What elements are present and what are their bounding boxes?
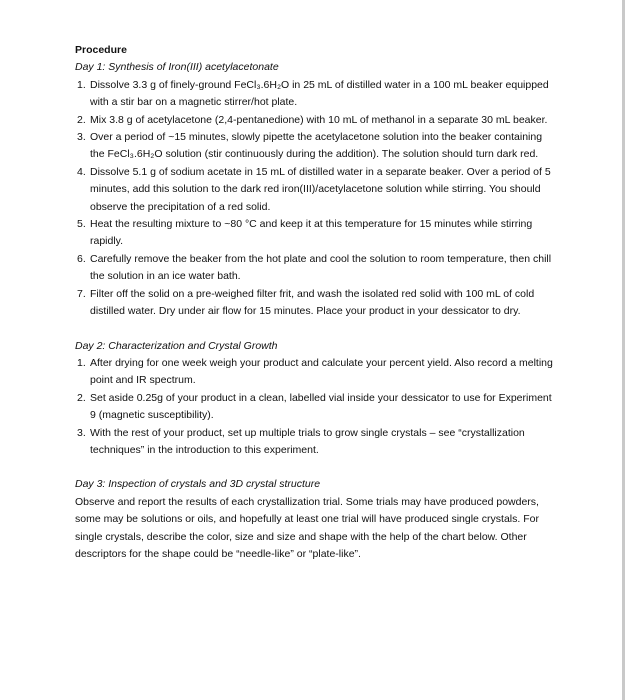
day3-paragraph: Observe and report the results of each crystallization trial. Some trials may have produced powders, some may be solutions or oils, and hopefully at least one trial will have produced single crystals. For single crystals, describe the color, size and size and shape with the help of the chart below. Other descriptors for the shape could be “needle-like” or “plate-like”. [75,495,539,560]
day1-steps [75,77,553,321]
step-text: With the rest of your product, set up multiple trials to grow single crystals – see “crystallization techniques” in the introduction to this experiment. [90,426,525,456]
day1-step [75,286,553,321]
day1-step [75,129,553,164]
step-text: Over a period of ~15 minutes, slowly pipette the acetylacetone solution into the beaker containing the FeCl₃.6H₂O solution (stir continuously during the addition). The solution should turn dark red. [90,131,543,161]
step-text: Carefully remove the beaker from the hot plate and cool the solution to room temperature, then chill the solution in an ice water bath. [90,252,552,283]
step-number: 2. [77,113,86,126]
step-number: 2. [77,391,86,404]
step-text: Dissolve 3.3 g of finely-ground FeCl₃.6H₂O in 25 mL of distilled water in a 100 mL beaker equipped with a stir bar on a magnetic stirrer/hot plate. [90,78,549,109]
step-number: 3. [77,131,86,144]
step-text: Mix 3.8 g of acetylacetone (2,4-pentanedione) with 10 mL of methanol in a separate 30 mL beaker. [90,113,548,126]
day2-step [75,355,553,390]
day1-step [75,216,553,251]
step-number: 7. [77,287,86,300]
step-text: Dissolve 5.1 g of sodium acetate in 15 mL of distilled water in a separate beaker. Over a period of 5 minutes, add this solution to the dark red iron(III)/acetylacetone solution while stirring. You should observe the precipitation of a red solid. [90,165,551,213]
day1-title: Day 1: Synthesis of Iron(III) acetylacetonate [75,61,279,74]
section-spacer [75,321,553,338]
step-number: 5. [77,218,86,231]
step-text: After drying for one week weigh your product and calculate your percent yield. Also record a melting point and IR spectrum. [90,356,553,387]
step-text: Filter off the solid on a pre-weighed filter frit, and wash the isolated red solid with 100 mL of cold distilled water. Dry under air flow for 15 minutes. Place your product in your dessicator to dry. [90,287,535,318]
day1-step [75,251,553,286]
step-number: 6. [77,252,86,265]
procedure-heading: Procedure [75,44,127,56]
day2-step [75,390,553,425]
day1-step [75,77,553,112]
step-text: Heat the resulting mixture to ~80 °C and keep it at this temperature for 15 minutes while stirring rapidly. [90,218,533,248]
step-text: Set aside 0.25g of your product in a clean, labelled vial inside your dessicator to use for Experiment 9 (magnetic susceptibility). [90,391,552,422]
step-number: 1. [77,78,86,91]
day1-step [75,164,553,216]
step-number: 3. [77,426,86,439]
day1-step [75,112,553,129]
procedure-document [75,42,553,563]
section-spacer [75,459,553,476]
day2-step [75,425,553,460]
day3-title: Day 3: Inspection of crystals and 3D crystal structure [75,478,321,491]
step-number: 4. [77,165,86,178]
day2-title: Day 2: Characterization and Crystal Growth [75,339,278,352]
step-number: 1. [77,356,86,369]
day2-steps [75,355,553,459]
